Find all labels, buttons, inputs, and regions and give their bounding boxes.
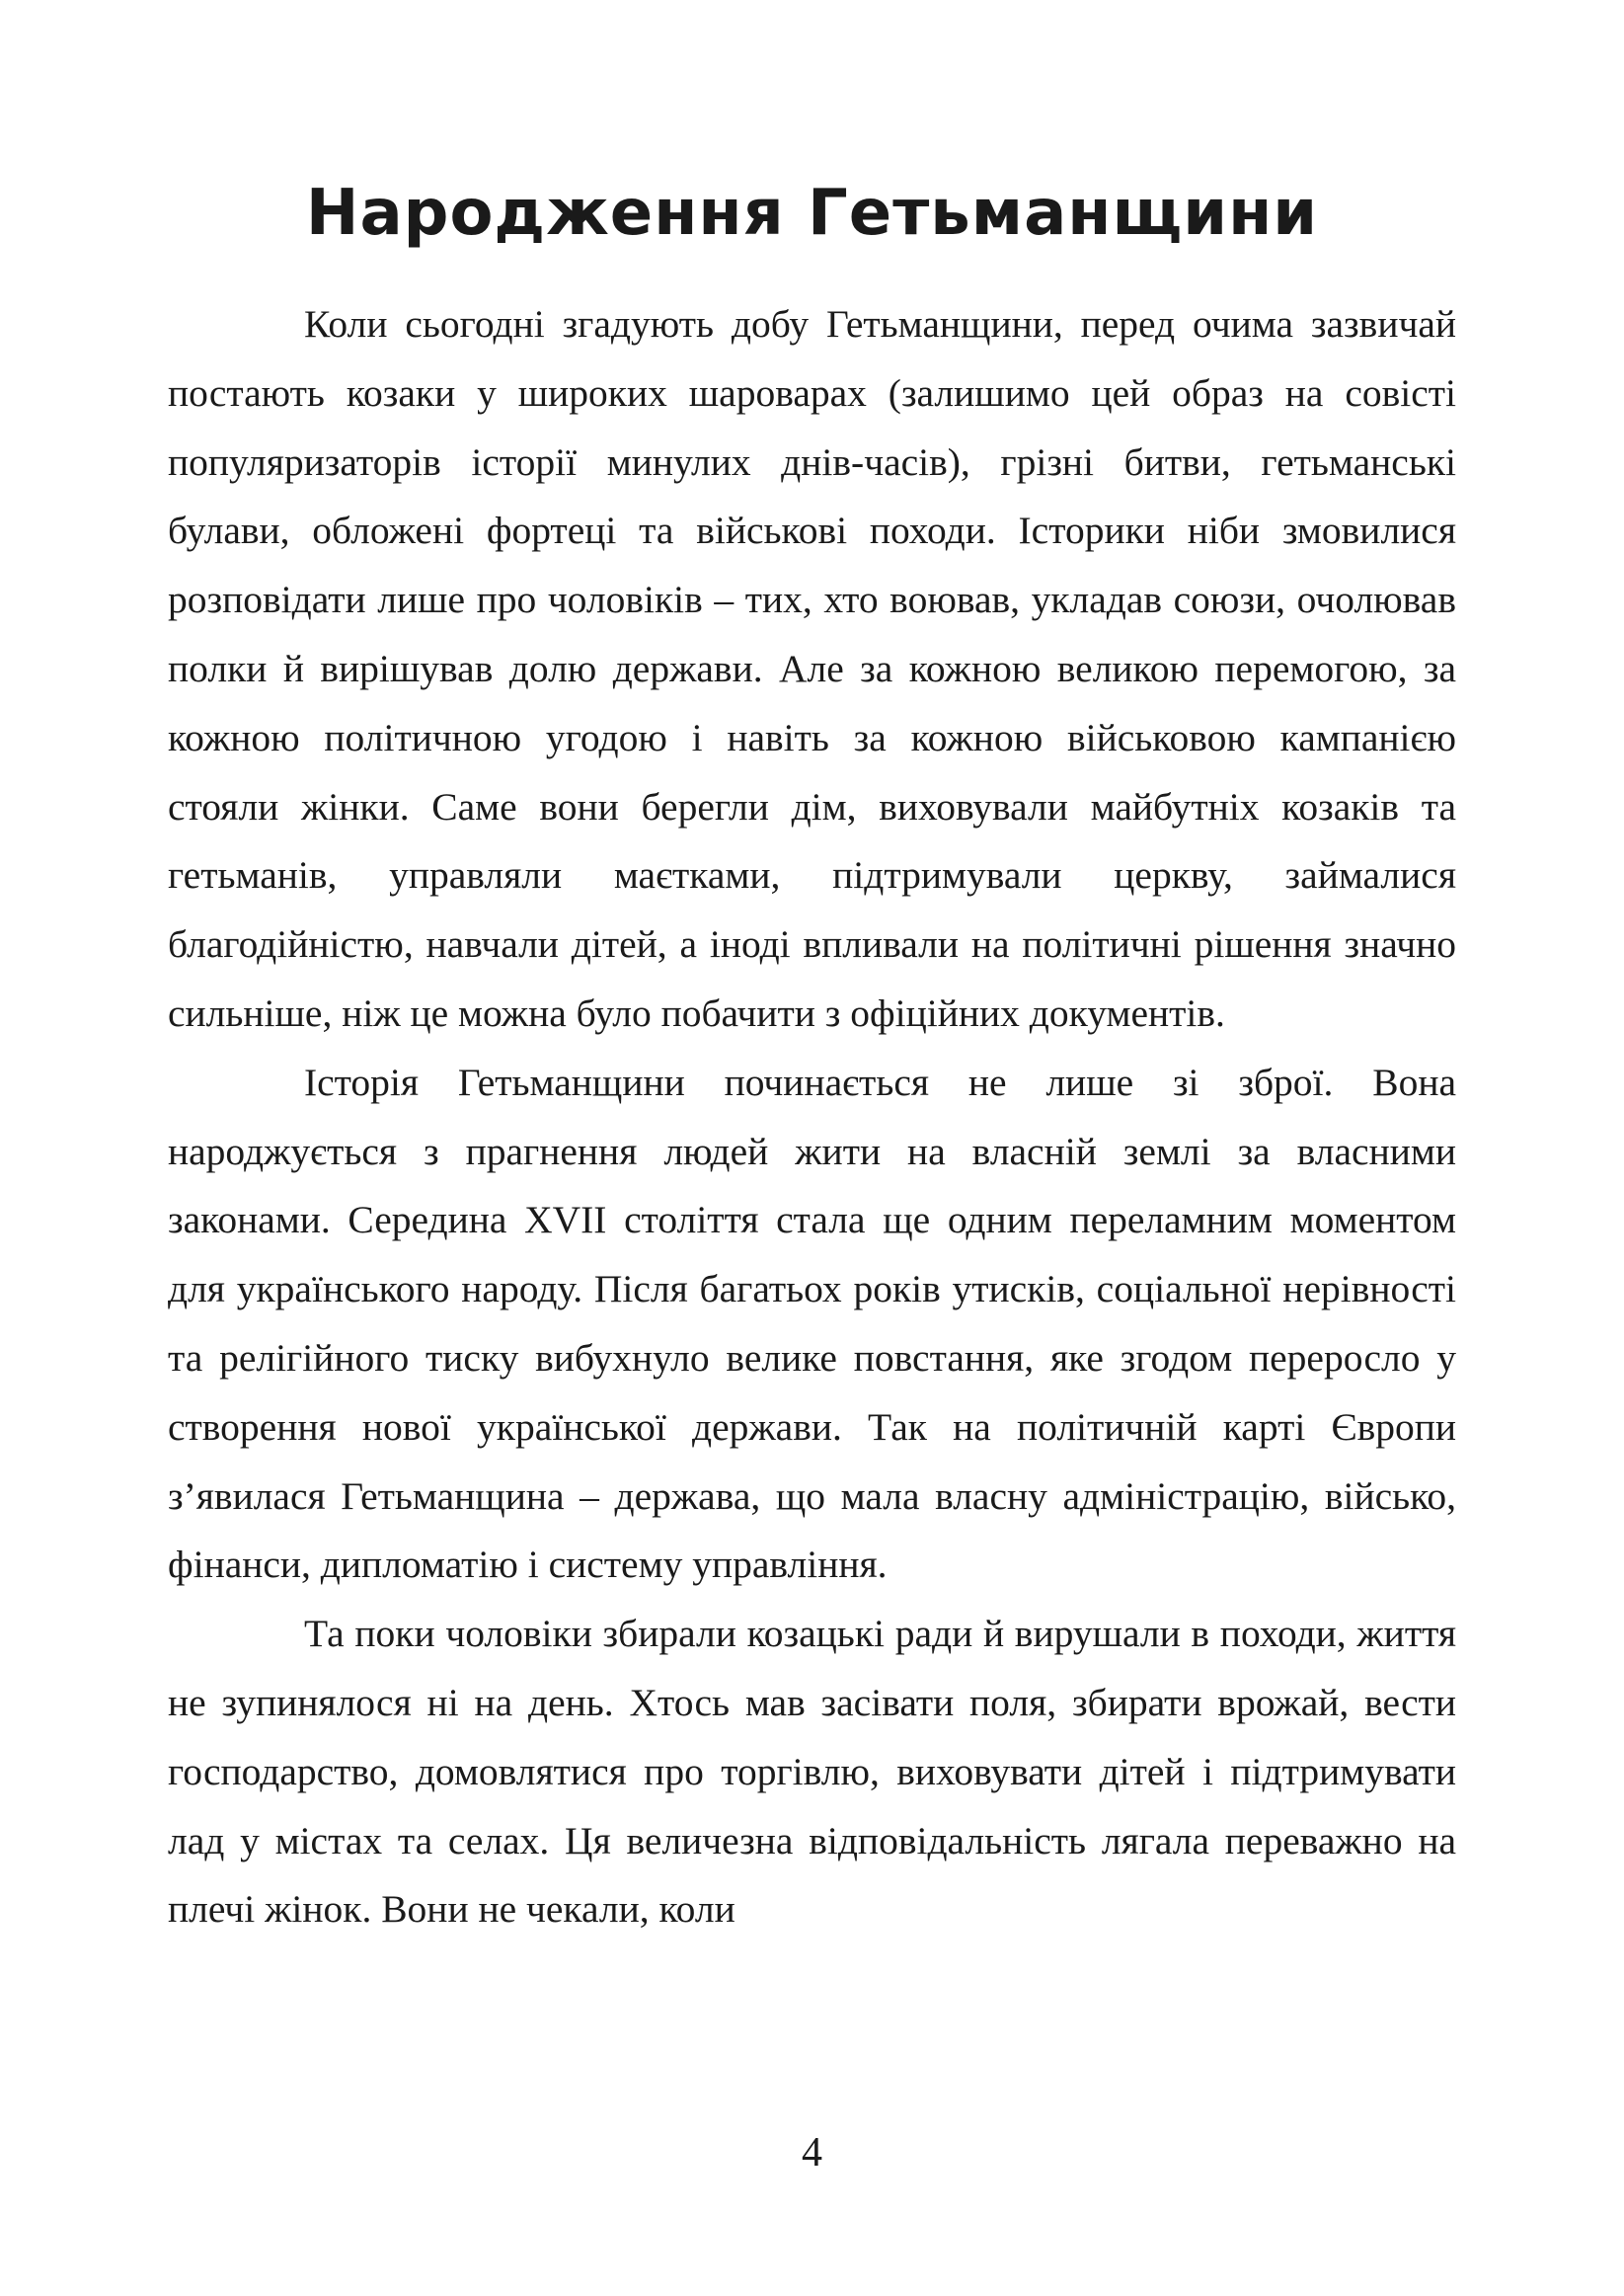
page-number: 4 — [802, 2130, 822, 2176]
chapter-title: Народження Гетьманщини — [305, 177, 1319, 250]
body-text — [168, 290, 1456, 1944]
paragraph-1: Коли сьогодні згадують добу Гетьманщини, перед очима зазвичай постають козаки у широких шароварах (залишимо цей образ на совісті популяризаторів історії минулих днів-часів), грізні битви, гетьманські булави, обложені фортеці та військові походи. Історики ніби змовилися розповідати лише про чоловіків – тих, хто воював, укладав союзи, очолював полки й вирішував долю держави. Але за кожною великою перемогою, за кожною політичною угодою і навіть за кожною військовою кампанією стояли жінки. Саме вони берегли дім, виховували майбутніх козаків та гетьманів, управляли маєтками, підтримували церкву, займалися благодійністю, навчали дітей, а іноді впливали на політичні рішення значно сильніше, ніж це можна було побачити з офіційних документів. — [168, 302, 1456, 1035]
paragraph-2: Історія Гетьманщини починається не лише зі зброї. Вона народжується з прагнення людей жити на власній землі за власними законами. Середина XVII століття стала ще одним переламним моментом для українського народу. Після багатьох років утисків, соціальної нерівності та релігійного тиску вибухнуло велике повстання, яке згодом переросло у створення нової української держави. Так на політичній карті Європи з’явилася Гетьманщина – держава, що мала власну адміністрацію, військо, фінанси, дипломатію і систему управління. — [168, 1060, 1456, 1587]
paragraph-3: Та поки чоловіки збирали козацькі ради й вирушали в походи, життя не зупинялося ні на день. Хтось мав засівати поля, збирати врожай, вести господарство, домовлятися про торгівлю, виховувати дітей і підтримувати лад у містах та селах. Ця величезна відповідальність лягала переважно на плечі жінок. Вони не чекали, коли — [168, 1612, 1456, 1932]
